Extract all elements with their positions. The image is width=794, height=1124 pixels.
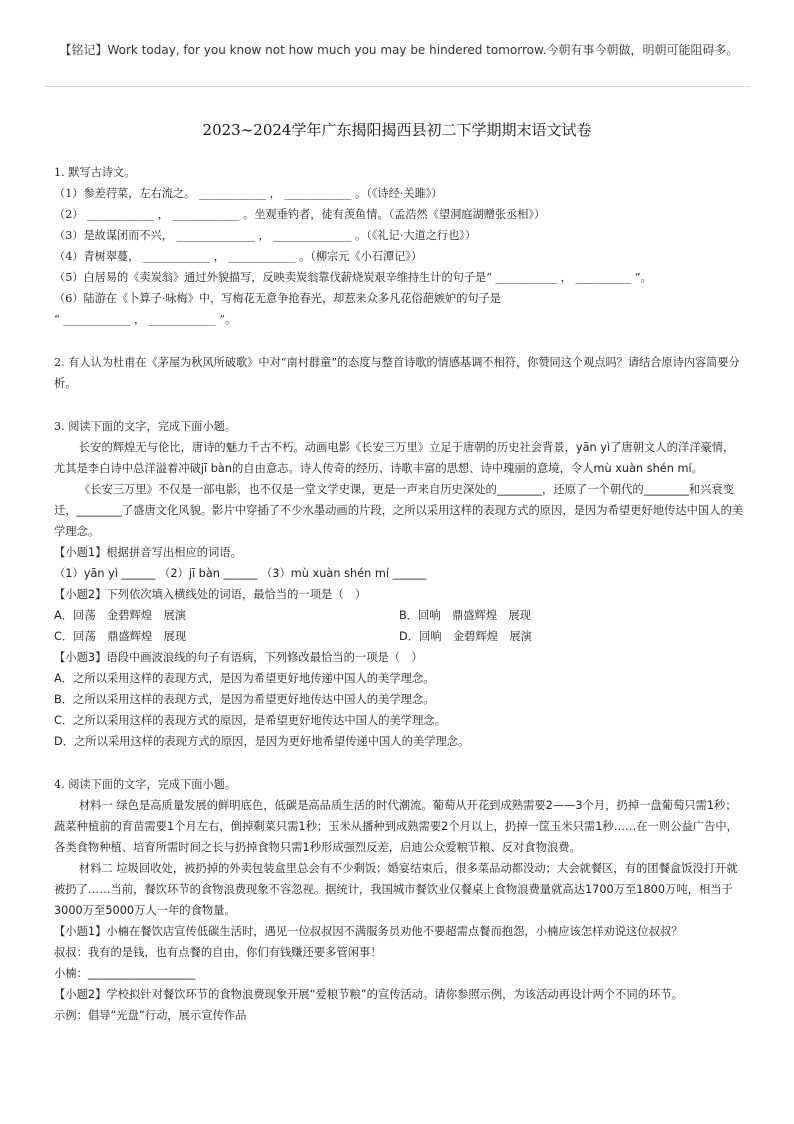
question-3 <box>54 416 744 752</box>
question-2: 2. 有人认为杜甫在《茅屋为秋风所破歌》中对“南村群童”的态度与整首诗歌的情感基调不相符，你赞同这个观点吗？请结合原诗内容简要分析。 <box>54 356 740 390</box>
sub-question: 【小题2】学校拟针对餐饮环节的食物浪费现象开展“爱粮节粮”的宣传活动。请你参照示例，为该活动再设计两个不同的环节。 <box>54 988 683 1001</box>
option: D．之所以采用这样的表现方式的原因，是因为更好地希望传递中国人的美学理念。 <box>54 735 470 748</box>
sub-question: 【小题3】语段中画波浪线的句子有语病，下列修改最恰当的一项是（ ） <box>54 651 423 664</box>
motto: 【铭记】Work today, for you know not how much you may be hindered tomorrow.今朝有事今朝做，明朝可能阻碍多。 <box>59 43 739 57</box>
poem-line: （3）是故谋闭而不兴， ______________ ， ______________ 。（《礼记·大道之行也》） <box>54 229 477 242</box>
question-stem: 1. 默写古诗文。 <box>54 166 136 179</box>
option: D．回响 金碧辉煌 展演 <box>399 630 532 643</box>
option: A．回荡 金碧辉煌 展演 <box>54 609 186 622</box>
poem-line: （2） ____________ ， ____________ 。坐观垂钓者，徒有羡鱼情。（孟浩然《望洞庭湖赠张丞相》） <box>54 208 546 221</box>
poem-line: “ ____________ ， ____________ ”。 <box>54 313 237 326</box>
question-1 <box>54 162 744 330</box>
option: C．之所以采用这样的表现方式的原因，是希望更好地传达中国人的美学理念。 <box>54 714 446 727</box>
dialogue-xiaonan: 小楠：___________________ <box>54 967 196 980</box>
sub-question: 【小题1】小楠在餐饮店宣传低碳生活时，遇见一位叔叔因不满服务员劝他不要超需点餐而抱怨，小楠应该怎样劝说这位叔叔？ <box>54 925 683 938</box>
poem-line: （6）陆游在《卜算子·咏梅》中，写梅花无意争抢春光，却惹来众多凡花俗葩嫉妒的句子是 <box>54 292 501 305</box>
poem-line: （1）参差荇菜，左右流之。 ____________ ， ____________ 。（《诗经·关雎》） <box>54 187 443 200</box>
example: 示例：倡导“光盘”行动，展示宣传作品 <box>54 1009 247 1022</box>
dialogue-uncle: 叔叔：我有的是钱，也有点餐的自由，你们有钱赚还要多管闲事！ <box>54 946 382 959</box>
question-stem: 4. 阅读下面的文字，完成下面小题。 <box>54 778 237 791</box>
question-stem: 3. 阅读下面的文字，完成下面小题。 <box>54 420 237 433</box>
material-1: 材料一 绿色是高质量发展的鲜明底色，低碳是高品质生活的时代潮流。葡萄从开花到成熟需要2——3个月，扔掉一盘葡萄只需1秒；蔬菜种植前的育苗需要1个月左右，倒掉剩菜只需1秒；玉米从播种到成熟需要2个月以上，扔掉一筐玉米只需1秒……在一则公益广告中，各类食物种植、培育所需时间之长与扔掉食物只需1秒形成强烈反差，启迪公众爱粮节粮、反对食物浪费。 <box>54 799 738 854</box>
material-2: 材料二 垃圾回收处，被扔掉的外卖包装盒里总会有不少剩饭；婚宴结束后，很多菜品动都没动；大会就餐区，有的团餐盒饭没打开就被扔了……当前，餐饮环节的食物浪费现象不容忽视。据统计，我国城市餐饮业仅餐桌上食物浪费量就高达1700万至1800万吨，相当于3000万至5000万人一年的食物量。 <box>54 862 738 917</box>
sub-question-answer-line: （1）yān yì ______ （2）jī bàn ______ （3）mù xuàn shén mí ______ <box>54 567 427 580</box>
option: B．回响 鼎盛辉煌 展现 <box>399 609 532 622</box>
passage-paragraph: 长安的辉煌无与伦比，唐诗的魅力千古不朽。动画电影《长安三万里》立足于唐朝的历史社会背景，yān yì了唐朝文人的洋洋豪情，尤其是李白诗中总洋溢着冲破jī bàn的自由意志。诗人传奇的经历、诗歌丰富的思想、诗中瑰丽的意境，令人mù xuàn shén mí。 <box>54 441 735 475</box>
sub-question: 【小题2】下列依次填入横线处的词语，最恰当的一项是（ ） <box>54 588 367 601</box>
question-4 <box>54 774 744 1026</box>
page-title: 2023~2024学年广东揭阳揭西县初二下学期期末语文试卷 <box>202 121 592 139</box>
passage-paragraph: 《长安三万里》不仅是一部电影，也不仅是一堂文学史课，更是一声来自历史深处的________，还原了一个朝代的________和兴衰变迁，________了盛唐文化风貌。影片中穿插了不少水墨动画的片段，之所以采用这样的表现方式的原因，是因为希望更好地传达中国人的美学理念。 <box>54 483 744 538</box>
poem-line: （5）白居易的《卖炭翁》通过外貌描写，反映卖炭翁靠伐薪烧炭艰辛维持生计的句子是“ ___________ ， __________ ”。 <box>54 271 652 284</box>
option: A．之所以采用这样的表现方式，是因为希望更好地传递中国人的美学理念。 <box>54 672 435 685</box>
exam-body <box>54 162 744 1026</box>
sub-question: 【小题1】根据拼音写出相应的词语。 <box>54 546 242 559</box>
poem-line: （4）青树翠蔓， ____________ ， ____________ 。（柳宗元《小石潭记》） <box>54 250 423 263</box>
option: B．之所以采用这样的表现方式，是因为希望更好地传达中国人的美学理念。 <box>54 693 435 706</box>
option: C．回荡 鼎盛辉煌 展现 <box>54 630 187 643</box>
header-divider <box>44 86 750 87</box>
